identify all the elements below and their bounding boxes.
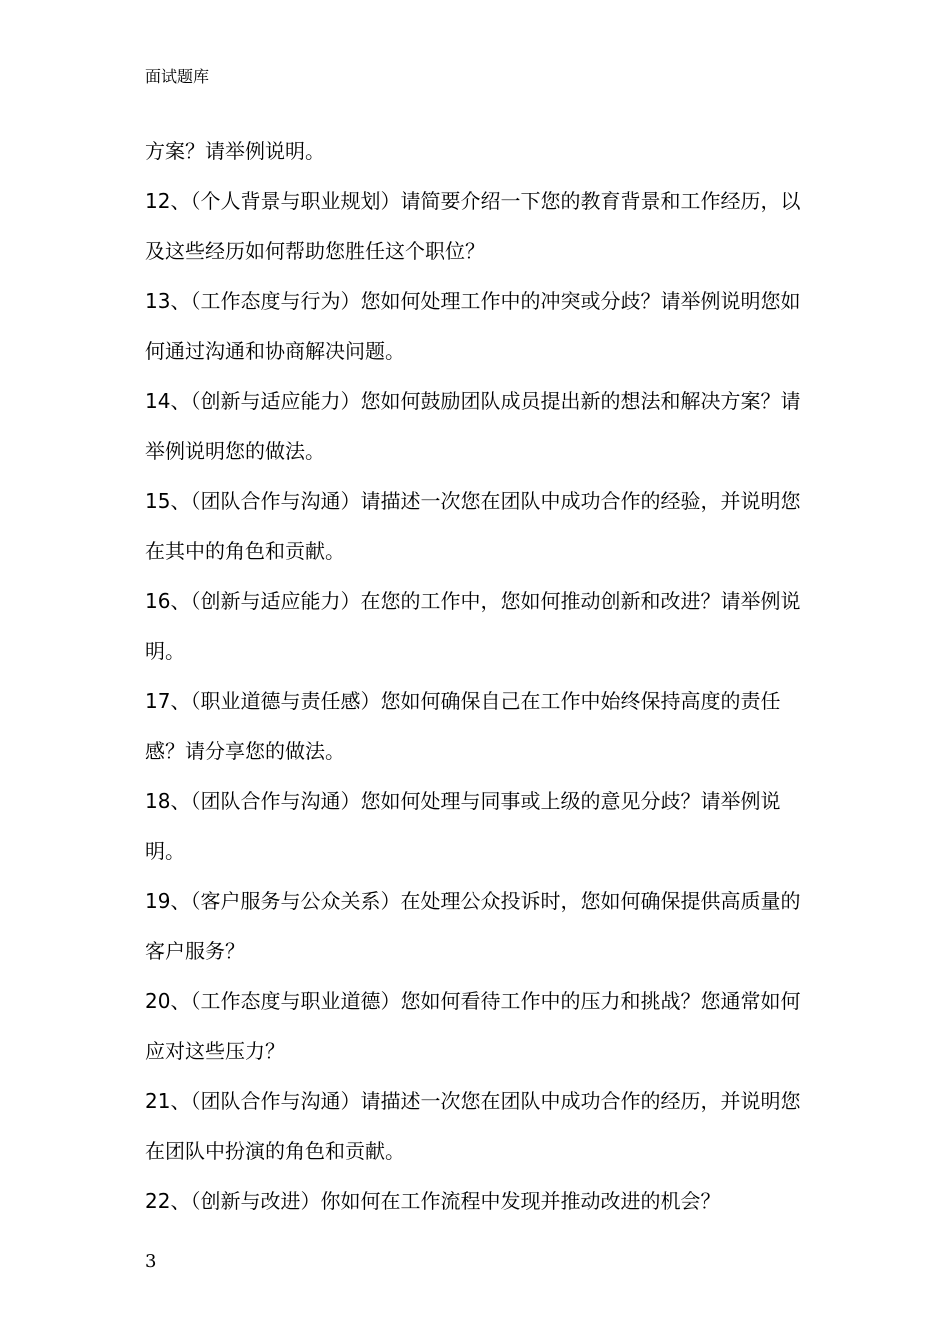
question-16: 16、（创新与适应能力）在您的工作中，您如何推动创新和改进？请举例说明。 bbox=[145, 589, 801, 663]
question-17: 17、（职业道德与责任感）您如何确保自己在工作中始终保持高度的责任感？请分享您的做法。 bbox=[145, 689, 781, 763]
question-12: 12、（个人背景与职业规划）请简要介绍一下您的教育背景和工作经历，以及这些经历如何帮助您胜任这个职位？ bbox=[145, 189, 801, 263]
question-14: 14、（创新与适应能力）您如何鼓励团队成员提出新的想法和解决方案？请举例说明您的做法。 bbox=[145, 389, 801, 463]
question-19: 19、（客户服务与公众关系）在处理公众投诉时，您如何确保提供高质量的客户服务？ bbox=[145, 889, 801, 963]
question-21: 21、（团队合作与沟通）请描述一次您在团队中成功合作的经历，并说明您在团队中扮演的角色和贡献。 bbox=[145, 1089, 801, 1163]
question-22: 22、（创新与改进）你如何在工作流程中发现并推动改进的机会？ bbox=[145, 1189, 721, 1213]
page-header: 面试题库 bbox=[145, 67, 210, 86]
paragraph-continuation: 方案？请举例说明。 bbox=[145, 139, 325, 163]
question-13: 13、（工作态度与行为）您如何处理工作中的冲突或分歧？请举例说明您如何通过沟通和协商解决问题。 bbox=[145, 289, 801, 363]
question-20: 20、（工作态度与职业道德）您如何看待工作中的压力和挑战？您通常如何应对这些压力？ bbox=[145, 989, 801, 1063]
document-body bbox=[145, 126, 810, 1226]
question-15: 15、（团队合作与沟通）请描述一次您在团队中成功合作的经验，并说明您在其中的角色和贡献。 bbox=[145, 489, 801, 563]
question-18: 18、（团队合作与沟通）您如何处理与同事或上级的意见分歧？请举例说明。 bbox=[145, 789, 781, 863]
page-number: 3 bbox=[145, 1251, 157, 1272]
